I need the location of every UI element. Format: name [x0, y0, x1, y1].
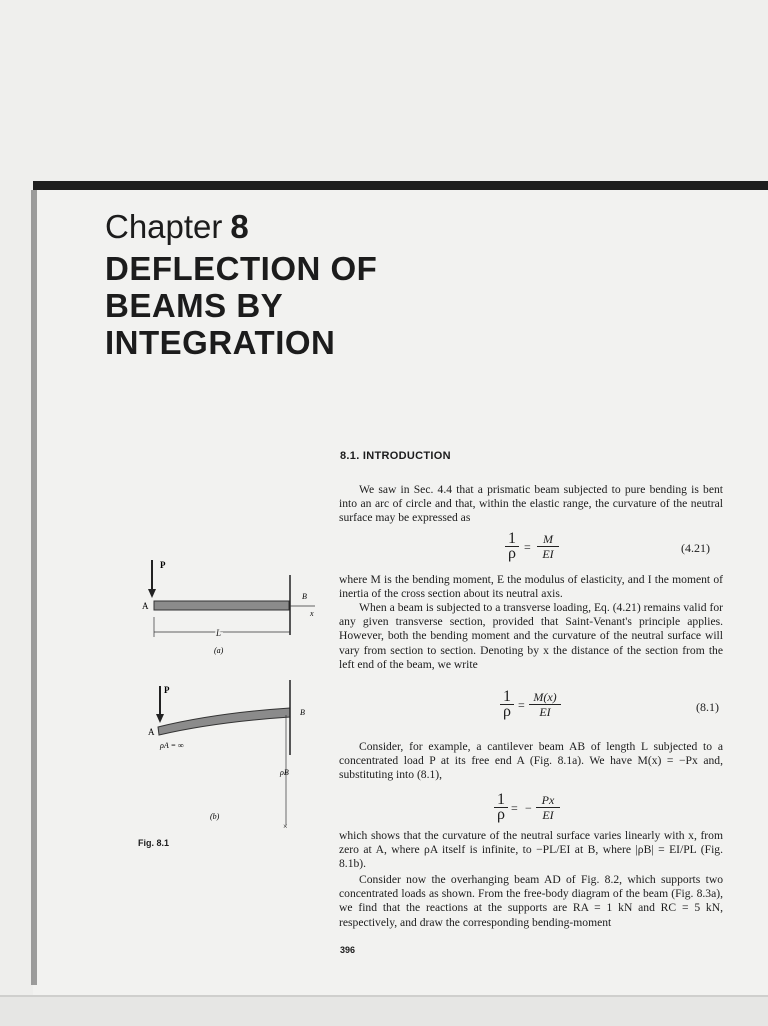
label-a-a: A: [142, 601, 149, 611]
eq-lhs-fraction: $\frac{1}{\rho}$: [505, 532, 519, 561]
label-p-a: P: [160, 560, 166, 570]
beam-a: [154, 601, 289, 610]
label-b-a: B: [302, 592, 307, 601]
paragraph-5: which shows that the curvature of the neutral surface varies linearly with x, from zero at A, where ρA itself is infinite, to −PL/EI at B, where |ρB| = EI/PL (Fig. 8.1b).: [339, 829, 723, 871]
paragraph-1: We saw in Sec. 4.4 that a prismatic beam subjected to pure bending is bent into an arc of circle and that, within the elastic range, the curvature of the neutral surface may be expressed as: [339, 483, 723, 525]
label-rho-b: ρB: [280, 768, 289, 777]
figure-8-1-diagram: [130, 555, 330, 835]
label-a-b: A: [148, 727, 155, 737]
paragraph-2: where M is the bending moment, E the modulus of elasticity, and I the moment of inertia of the cross section about its neutral axis.: [339, 573, 723, 601]
chapter-title: [105, 250, 377, 361]
eq-lhs-fraction: $\frac{1}{\rho}$: [500, 690, 514, 719]
chapter-title-line: DEFLECTION OF: [105, 250, 378, 287]
chapter-number: 8: [230, 208, 249, 245]
equals-sign: =: [511, 801, 518, 815]
chapter-title-line: BEAMS BY: [105, 287, 284, 324]
equals-sign: =: [518, 698, 525, 712]
label-b-b: B: [300, 708, 305, 717]
paragraph-6: Consider now the overhanging beam AD of Fig. 8.2, which supports two concentrated loads as shown. From the free-body diagram of the beam (Fig. 8.3a), we find that the reactions at the supports are RA = 1 kN and RC = 5 kN, respectively, and draw the corresponding bending-moment: [339, 873, 723, 929]
label-l: L: [216, 628, 222, 638]
label-x-a: x: [310, 609, 314, 618]
blank-page-area: [0, 0, 768, 180]
chapter-title-line: INTEGRATION: [105, 324, 336, 361]
chapter-word: Chapter: [105, 208, 223, 245]
figure-caption: Fig. 8.1: [138, 838, 170, 848]
section-heading: 8.1. INTRODUCTION: [340, 450, 451, 462]
arrowhead-a: [148, 589, 156, 598]
eq-rhs-fraction: $\frac{M(x)}{EI}$: [529, 690, 561, 719]
next-page-edge: [0, 995, 768, 1026]
label-rho-a: ρA = ∞: [160, 741, 184, 750]
paragraph-4: Consider, for example, a cantilever beam AB of length L subjected to a concentrated load P at its free end A (Fig. 8.1a). We have M(x) = −Px and, substituting into (8.1),: [339, 740, 723, 782]
minus-sign: −: [525, 801, 532, 815]
equation-number: (8.1): [696, 700, 719, 714]
equation-number: (4.21): [681, 541, 710, 555]
eq-lhs-fraction: $\frac{1}{\rho}$: [494, 793, 508, 822]
beam-b-deflected: [158, 708, 290, 735]
page-number: 396: [340, 945, 356, 955]
part-label-a: (a): [214, 646, 224, 655]
label-p-b: P: [164, 685, 170, 695]
chapter-label: [105, 207, 249, 247]
page-binding-edge: [31, 190, 37, 985]
eq-rhs-fraction: $\frac{Px}{EI}$: [536, 793, 560, 822]
equals-sign: =: [524, 540, 531, 554]
paragraph-3: When a beam is subjected to a transverse loading, Eq. (4.21) remains valid for any given transverse section, provided that Saint-Venant's principle applies. However, both the bending moment and the curvature of the neutral surface will vary from section to section. Denoting by x the distance of the section from the left end of the beam, we write: [339, 601, 723, 671]
center-mark: ×: [283, 822, 288, 831]
arrowhead-b: [156, 714, 164, 723]
part-label-b: (b): [210, 812, 220, 821]
eq-rhs-fraction: $\frac{M}{EI}$: [537, 532, 559, 561]
